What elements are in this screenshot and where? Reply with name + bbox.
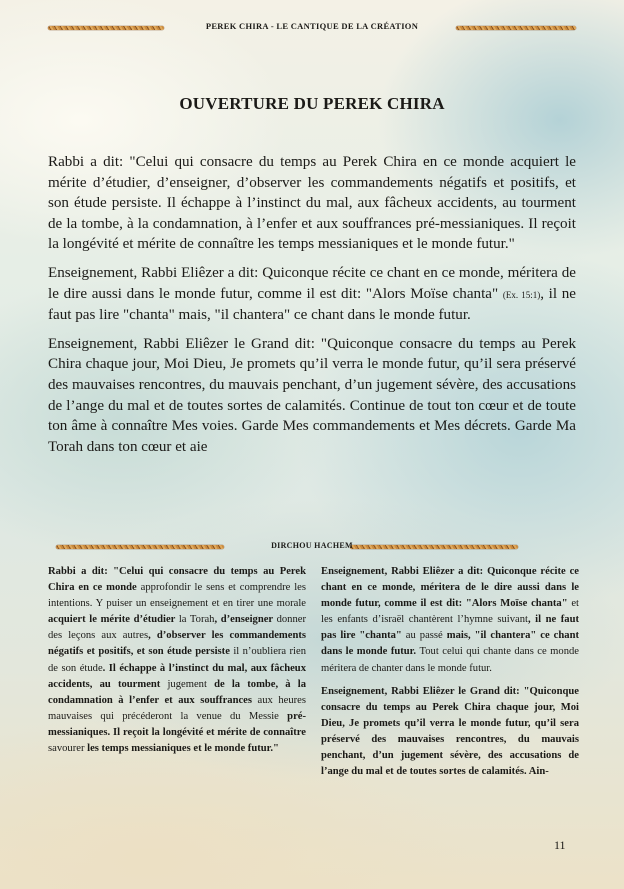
section-heading: DIRCHOU HACHEM	[271, 541, 353, 550]
commentary-right-column	[321, 564, 579, 854]
explanation-text-segment: aux heures mauvaises qui précéderont la venue du Messie	[48, 694, 306, 722]
explanation-text-segment: savourer	[48, 743, 88, 755]
page-title: OUVERTURE DU PEREK CHIRA	[179, 94, 445, 113]
explanation-text-segment: jugement	[167, 678, 215, 690]
source-text-segment: , d’enseigner	[214, 614, 277, 626]
main-paragraph-1: Rabbi a dit: "Celui qui consacre du temps au Perek Chira en ce monde acquiert le mérite d’étudier, d’enseigner, d’observer les commandements négatifs et positifs, et son étude persiste. Il échappe à l’instinct du mal, aux fâcheux accidents, au tourment de la tombe, à la condamnation, à l’enfer et aux souffrances pré-messianiques. Il reçoit la longévité et mérite de connaître les temps messianiques et le monde futur."	[48, 154, 576, 253]
source-text-segment: Enseignement, Rabbi Eliêzer a dit: Quiconque récite ce chant en ce monde, méritera de le dire aussi dans le monde futur, comme il est dit: "Alors Moïse chanta"	[321, 566, 579, 610]
explanation-text-segment: Tout celui qui chante dans ce monde méritera de chanter dans le monde futur.	[321, 646, 579, 674]
commentary-paragraph	[48, 564, 306, 757]
source-text-segment: de la tombe, à la condamnation à l’enfer et aux souffrances	[48, 678, 306, 706]
commentary-paragraph	[321, 564, 579, 677]
citation-reference: (Ex. 15:1)	[502, 289, 541, 300]
explanation-text-segment: il n’oubliera rien de son étude	[48, 646, 306, 674]
source-text-segment: les temps messianiques et le monde futur."	[87, 743, 279, 755]
explanation-text-segment: approfondir le sens et comprendre les intentions. Y puiser un enseignement et en tirer une morale	[48, 582, 306, 610]
commentary-left-column	[48, 564, 306, 854]
explanation-text-segment: et les enfants d’israël chantèrent l’hymne suivant	[321, 598, 579, 626]
page-number: 11	[554, 838, 566, 852]
source-text-segment: pré-messianiques. Il reçoit la longévité et mérite de connaître	[48, 710, 306, 738]
explanation-text-segment: la Torah	[178, 614, 215, 626]
main-text	[48, 152, 576, 528]
paragraph-2-text-after: , il ne faut pas lire "chanta" mais, "il chantera" ce chant dans le monde futur.	[48, 285, 576, 324]
source-text-segment: Enseignement, Rabbi Eliêzer le Grand dit: "Quiconque consacre du temps au Perek Chira chaque jour, Moi Dieu, Je promets qu’il verra le monde futur, qu’il sera préservé des mauvaises rencontres, du mauvais penchant, d’un jugement sévère, des accusations de l’ange du mal et de toutes sortes de calamités. Ain-	[321, 685, 579, 778]
explanation-text-segment: donner des leçons aux autres	[48, 614, 306, 642]
main-paragraph-3: Enseignement, Rabbi Eliêzer le Grand dit: "Quiconque consacre du temps au Perek Chira chaque jour, Moi Dieu, Je promets qu’il verra le monde futur, qu’il sera préservé des mauvaises rencontres, du mauvais penchant, d’un jugement sévère, des accusations de l’ange du mal et de toutes sortes de calamités. Continue de tout ton cœur et de toute ton âme à connaître Mes voies. Garde Mes commandements et Mes décrets. Garde Ma Torah dans ton cœur et aie	[48, 335, 576, 455]
source-text-segment: . Il échappe à l’instinct du mal, aux fâcheux accidents, au tourment	[48, 662, 306, 690]
source-text-segment: Rabbi a dit: "Celui qui consacre du temps au Perek Chira en ce monde	[48, 566, 306, 594]
running-header: PEREK CHIRA - LE CANTIQUE DE LA CRÉATION	[205, 21, 419, 31]
commentary-paragraph	[321, 684, 579, 781]
source-text-segment: acquiert le mérite d’étudier	[48, 614, 179, 626]
source-text-segment: , d’observer les commandements négatifs et positifs, et son étude persiste	[48, 630, 306, 658]
paragraph-2-text-before: Enseignement, Rabbi Eliêzer a dit: Quiconque récite ce chant en ce monde, méritera de le dire aussi dans le monde futur, comme il est dit: "Alors Moïse chanta"	[48, 264, 576, 302]
explanation-text-segment: au passé	[405, 630, 447, 642]
main-paragraph-2	[48, 263, 576, 326]
source-text-segment: mais, "il chantera" ce chant dans le monde futur.	[321, 630, 579, 658]
source-text-segment: , il ne faut pas lire "chanta"	[321, 614, 579, 642]
